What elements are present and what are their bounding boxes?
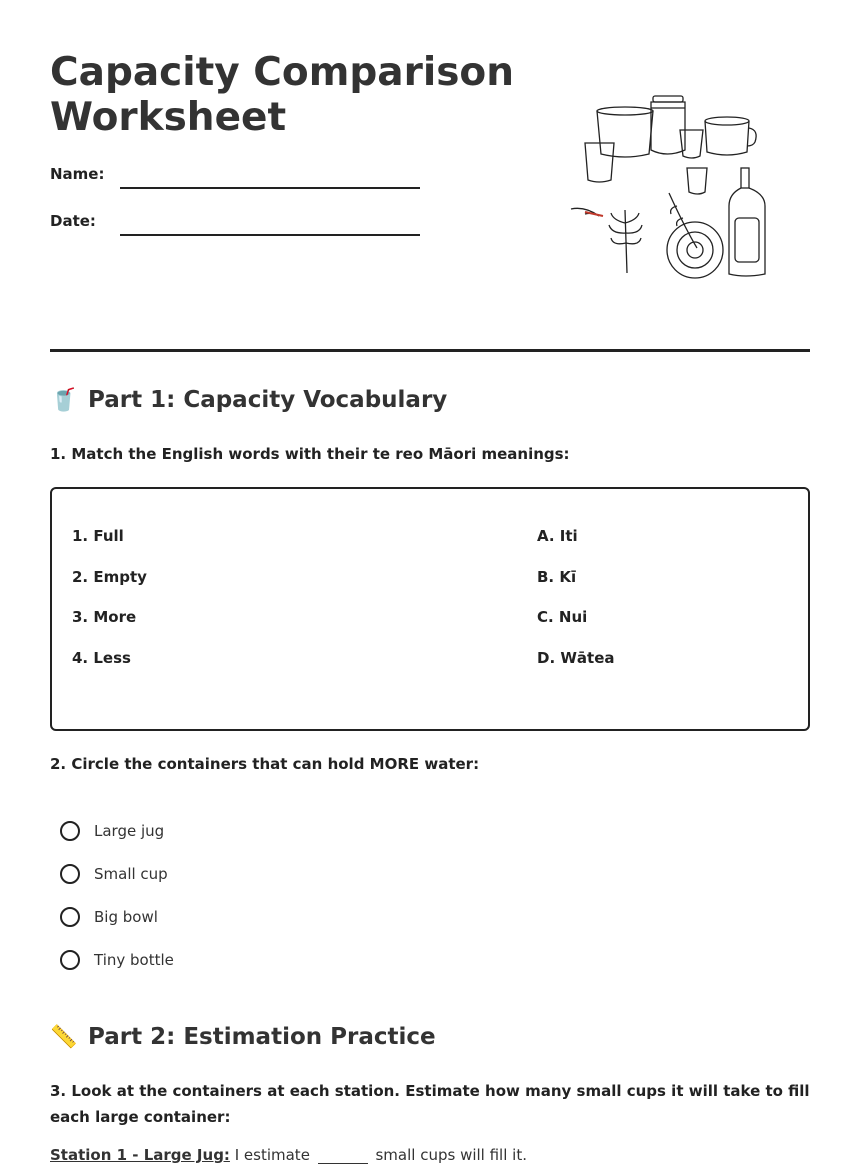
bowl-icon — [667, 193, 723, 278]
header-divider — [50, 349, 810, 352]
bird-icon — [571, 208, 603, 216]
page-title: Capacity Comparison Worksheet — [50, 50, 514, 140]
circle-icon[interactable] — [60, 950, 80, 970]
part2-heading-text: Part 2: Estimation Practice — [88, 1024, 436, 1050]
small-cup-icon — [680, 130, 703, 158]
question-3: 3. Look at the containers at each station. Estimate how many small cups it will take to fill each large container: — [50, 1082, 810, 1126]
question-1: 1. Match the English words with their te reo Māori meanings: — [50, 445, 570, 463]
english-word-empty[interactable]: 2. Empty — [72, 568, 147, 586]
date-label: Date: — [50, 212, 96, 230]
cup-icon: 🥤 — [50, 387, 78, 413]
english-word-less[interactable]: 4. Less — [72, 649, 131, 667]
circle-icon[interactable] — [60, 821, 80, 841]
name-label: Name: — [50, 165, 105, 183]
option-tiny-bottle[interactable] — [60, 950, 174, 970]
english-word-more[interactable]: 3. More — [72, 608, 137, 626]
maori-word-iti[interactable]: A. Iti — [537, 527, 578, 545]
name-field[interactable] — [120, 187, 420, 189]
glass-icon — [585, 143, 614, 182]
station-1 — [50, 1146, 527, 1164]
matching-box — [50, 487, 810, 731]
maori-word-ki[interactable]: B. Kī — [537, 568, 577, 586]
question-2: 2. Circle the containers that can hold MORE water: — [50, 755, 480, 773]
maori-word-watea[interactable]: D. Wātea — [537, 649, 615, 667]
circle-icon[interactable] — [60, 907, 80, 927]
station-1-text-a: I estimate — [234, 1146, 310, 1164]
tiny-cup-icon — [687, 168, 707, 194]
ruler-icon: 📏 — [50, 1024, 78, 1050]
bucket-icon — [597, 107, 653, 157]
part1-heading — [50, 387, 447, 413]
part1-heading-text: Part 1: Capacity Vocabulary — [88, 387, 448, 413]
fern-icon — [609, 210, 642, 273]
circle-icon[interactable] — [60, 864, 80, 884]
bottle-icon — [729, 168, 765, 276]
jar-icon — [651, 96, 685, 154]
station-1-text-b: small cups will fill it. — [375, 1146, 527, 1164]
option-label: Big bowl — [94, 908, 158, 926]
mug-icon — [705, 117, 756, 155]
option-label: Tiny bottle — [94, 951, 174, 969]
english-word-full[interactable]: 1. Full — [72, 527, 124, 545]
option-small-cup[interactable] — [60, 864, 168, 884]
option-big-bowl[interactable] — [60, 907, 158, 927]
date-field[interactable] — [120, 234, 420, 236]
option-label: Large jug — [94, 822, 165, 840]
part2-heading — [50, 1024, 436, 1050]
maori-word-nui[interactable]: C. Nui — [537, 608, 588, 626]
estimate-blank[interactable] — [318, 1149, 368, 1164]
option-label: Small cup — [94, 865, 168, 883]
option-large-jug[interactable] — [60, 821, 164, 841]
station-1-label: Station 1 - Large Jug: — [50, 1146, 230, 1164]
containers-illustration-icon — [565, 88, 775, 288]
